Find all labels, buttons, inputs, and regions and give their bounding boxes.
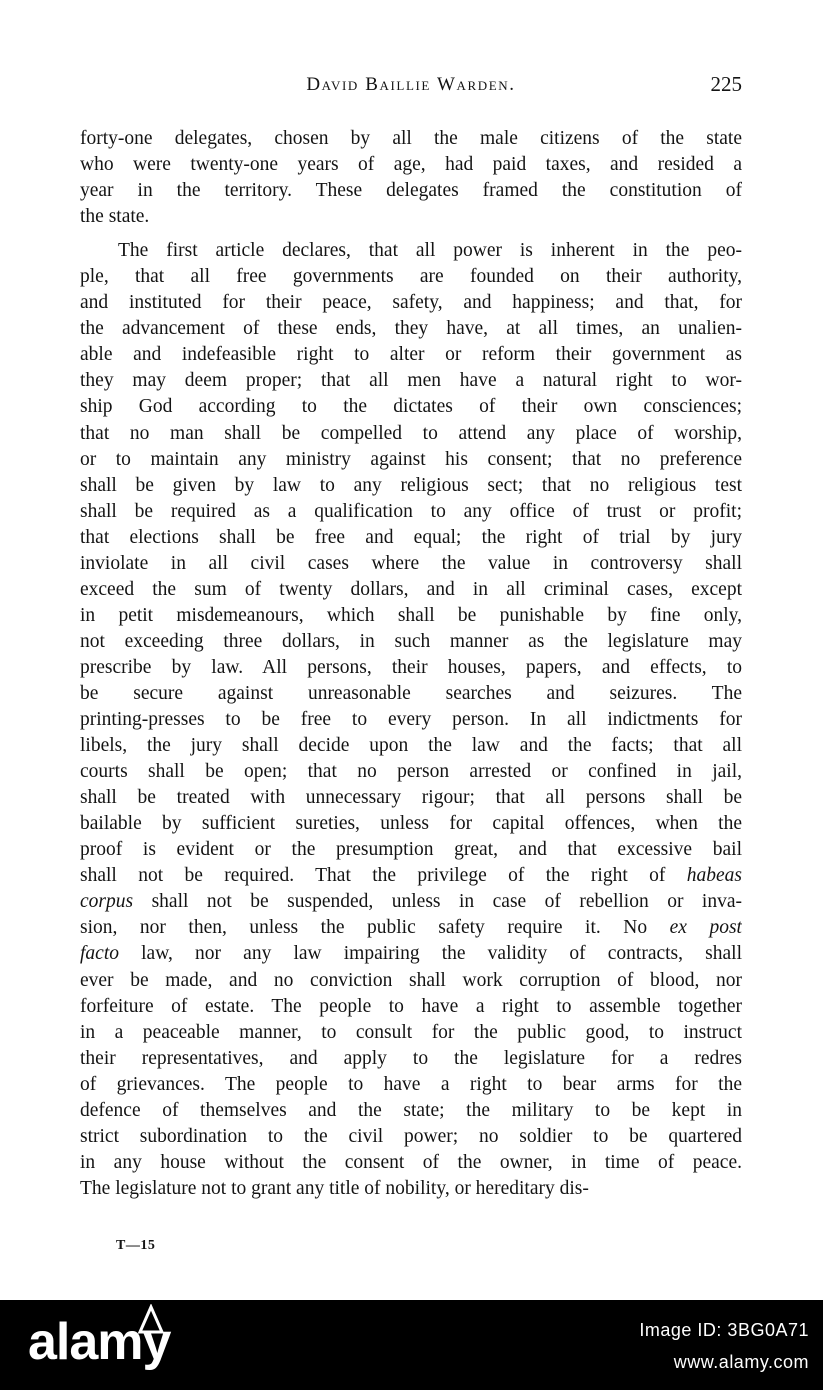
text-line: strict subordination to the civil power; no soldier to be quartered [80,1125,742,1147]
text-line: ship God according to the dictates of their own consciences; [80,396,742,418]
text-line: shall be given by law to any religious sect; that no religious test [80,474,742,496]
text-line: shall be required as a qualification to any office of trust or profit; [80,500,742,522]
text-line: courts shall be open; that no person arrested or confined in jail, [80,761,742,783]
text-line: printing-presses to be free to every person. In all indictments for [80,709,742,731]
text-line: shall not be required. That the privilege of the right of habeas [80,865,742,887]
text-line: or to maintain any ministry against his consent; that no preference [80,448,742,470]
paragraph [80,126,742,230]
text-line: they may deem proper; that all men have a natural right to wor- [80,370,742,392]
text-line: not exceeding three dollars, in such manner as the legislature may [80,630,742,652]
text-line: be secure against unreasonable searches and seizures. The [80,682,742,704]
paragraph [80,238,742,1202]
text-line: that no man shall be compelled to attend any place of worship, [80,422,742,444]
text-line: corpus shall not be suspended, unless in case of rebellion or inva- [80,891,742,913]
text-line: The legislature not to grant any title of nobility, or hereditary dis- [80,1177,589,1199]
text-line: exceed the sum of twenty dollars, and in all criminal cases, except [80,578,742,600]
running-head [80,70,742,100]
text-line: The first article declares, that all power is inherent in the peo- [118,240,742,262]
text-line: shall be treated with unnecessary rigour; that all persons shall be [80,787,742,809]
running-head-title: David Baillie Warden. [306,74,516,95]
text-line: year in the territory. These delegates framed the constitution of [80,180,742,202]
text-line: libels, the jury shall decide upon the law and the facts; that all [80,735,742,757]
text-line: the state. [80,206,150,228]
text-line: in petit misdemeanours, which shall be punishable by fine only, [80,604,742,626]
text-line: and instituted for their peace, safety, and happiness; and that, for [80,292,742,314]
page-number: 225 [710,72,742,96]
text-line: sion, nor then, unless the public safety require it. No ex post [80,917,742,939]
alamy-logo-mark-icon [138,1304,164,1334]
text-line: prescribe by law. All persons, their houses, papers, and effects, to [80,656,742,678]
text-line: the advancement of these ends, they have, at all times, an unalien- [80,318,742,340]
text-line: ple, that all free governments are founded on their authority, [80,266,742,288]
text-line: facto law, nor any law impairing the validity of contracts, shall [80,943,742,965]
alamy-logo-text: alamy [28,1313,171,1371]
text-line: who were twenty-one years of age, had paid taxes, and resided a [80,154,742,176]
site-url: www.alamy.com [673,1352,809,1372]
text-line: defence of themselves and the state; the military to be kept in [80,1099,742,1121]
text-line: forty-one delegates, chosen by all the male citizens of the state [80,128,742,149]
text-line: ever be made, and no conviction shall work corruption of blood, nor [80,969,742,991]
text-line: proof is evident or the presumption great, and that excessive bail [80,839,742,861]
text-line: able and indefeasible right to alter or reform their government as [80,344,742,366]
text-line: that elections shall be free and equal; the right of trial by jury [80,526,742,548]
text-line: in a peaceable manner, to consult for the public good, to instruct [80,1021,742,1043]
watermark-banner [0,1300,823,1390]
image-id: Image ID: 3BG0A71 [639,1320,809,1340]
text-line: of grievances. The people to have a right to bear arms for the [80,1073,742,1095]
text-line: in any house without the consent of the owner, in time of peace. [80,1151,742,1173]
text-line: forfeiture of estate. The people to have a right to assemble together [80,995,742,1017]
body-text [80,126,742,1210]
signature-mark: T—15 [116,1238,156,1253]
text-line: their representatives, and apply to the legislature for a redres [80,1047,742,1069]
text-line: bailable by sufficient sureties, unless for capital offences, when the [80,813,742,835]
text-line: inviolate in all civil cases where the value in controversy shall [80,552,742,574]
